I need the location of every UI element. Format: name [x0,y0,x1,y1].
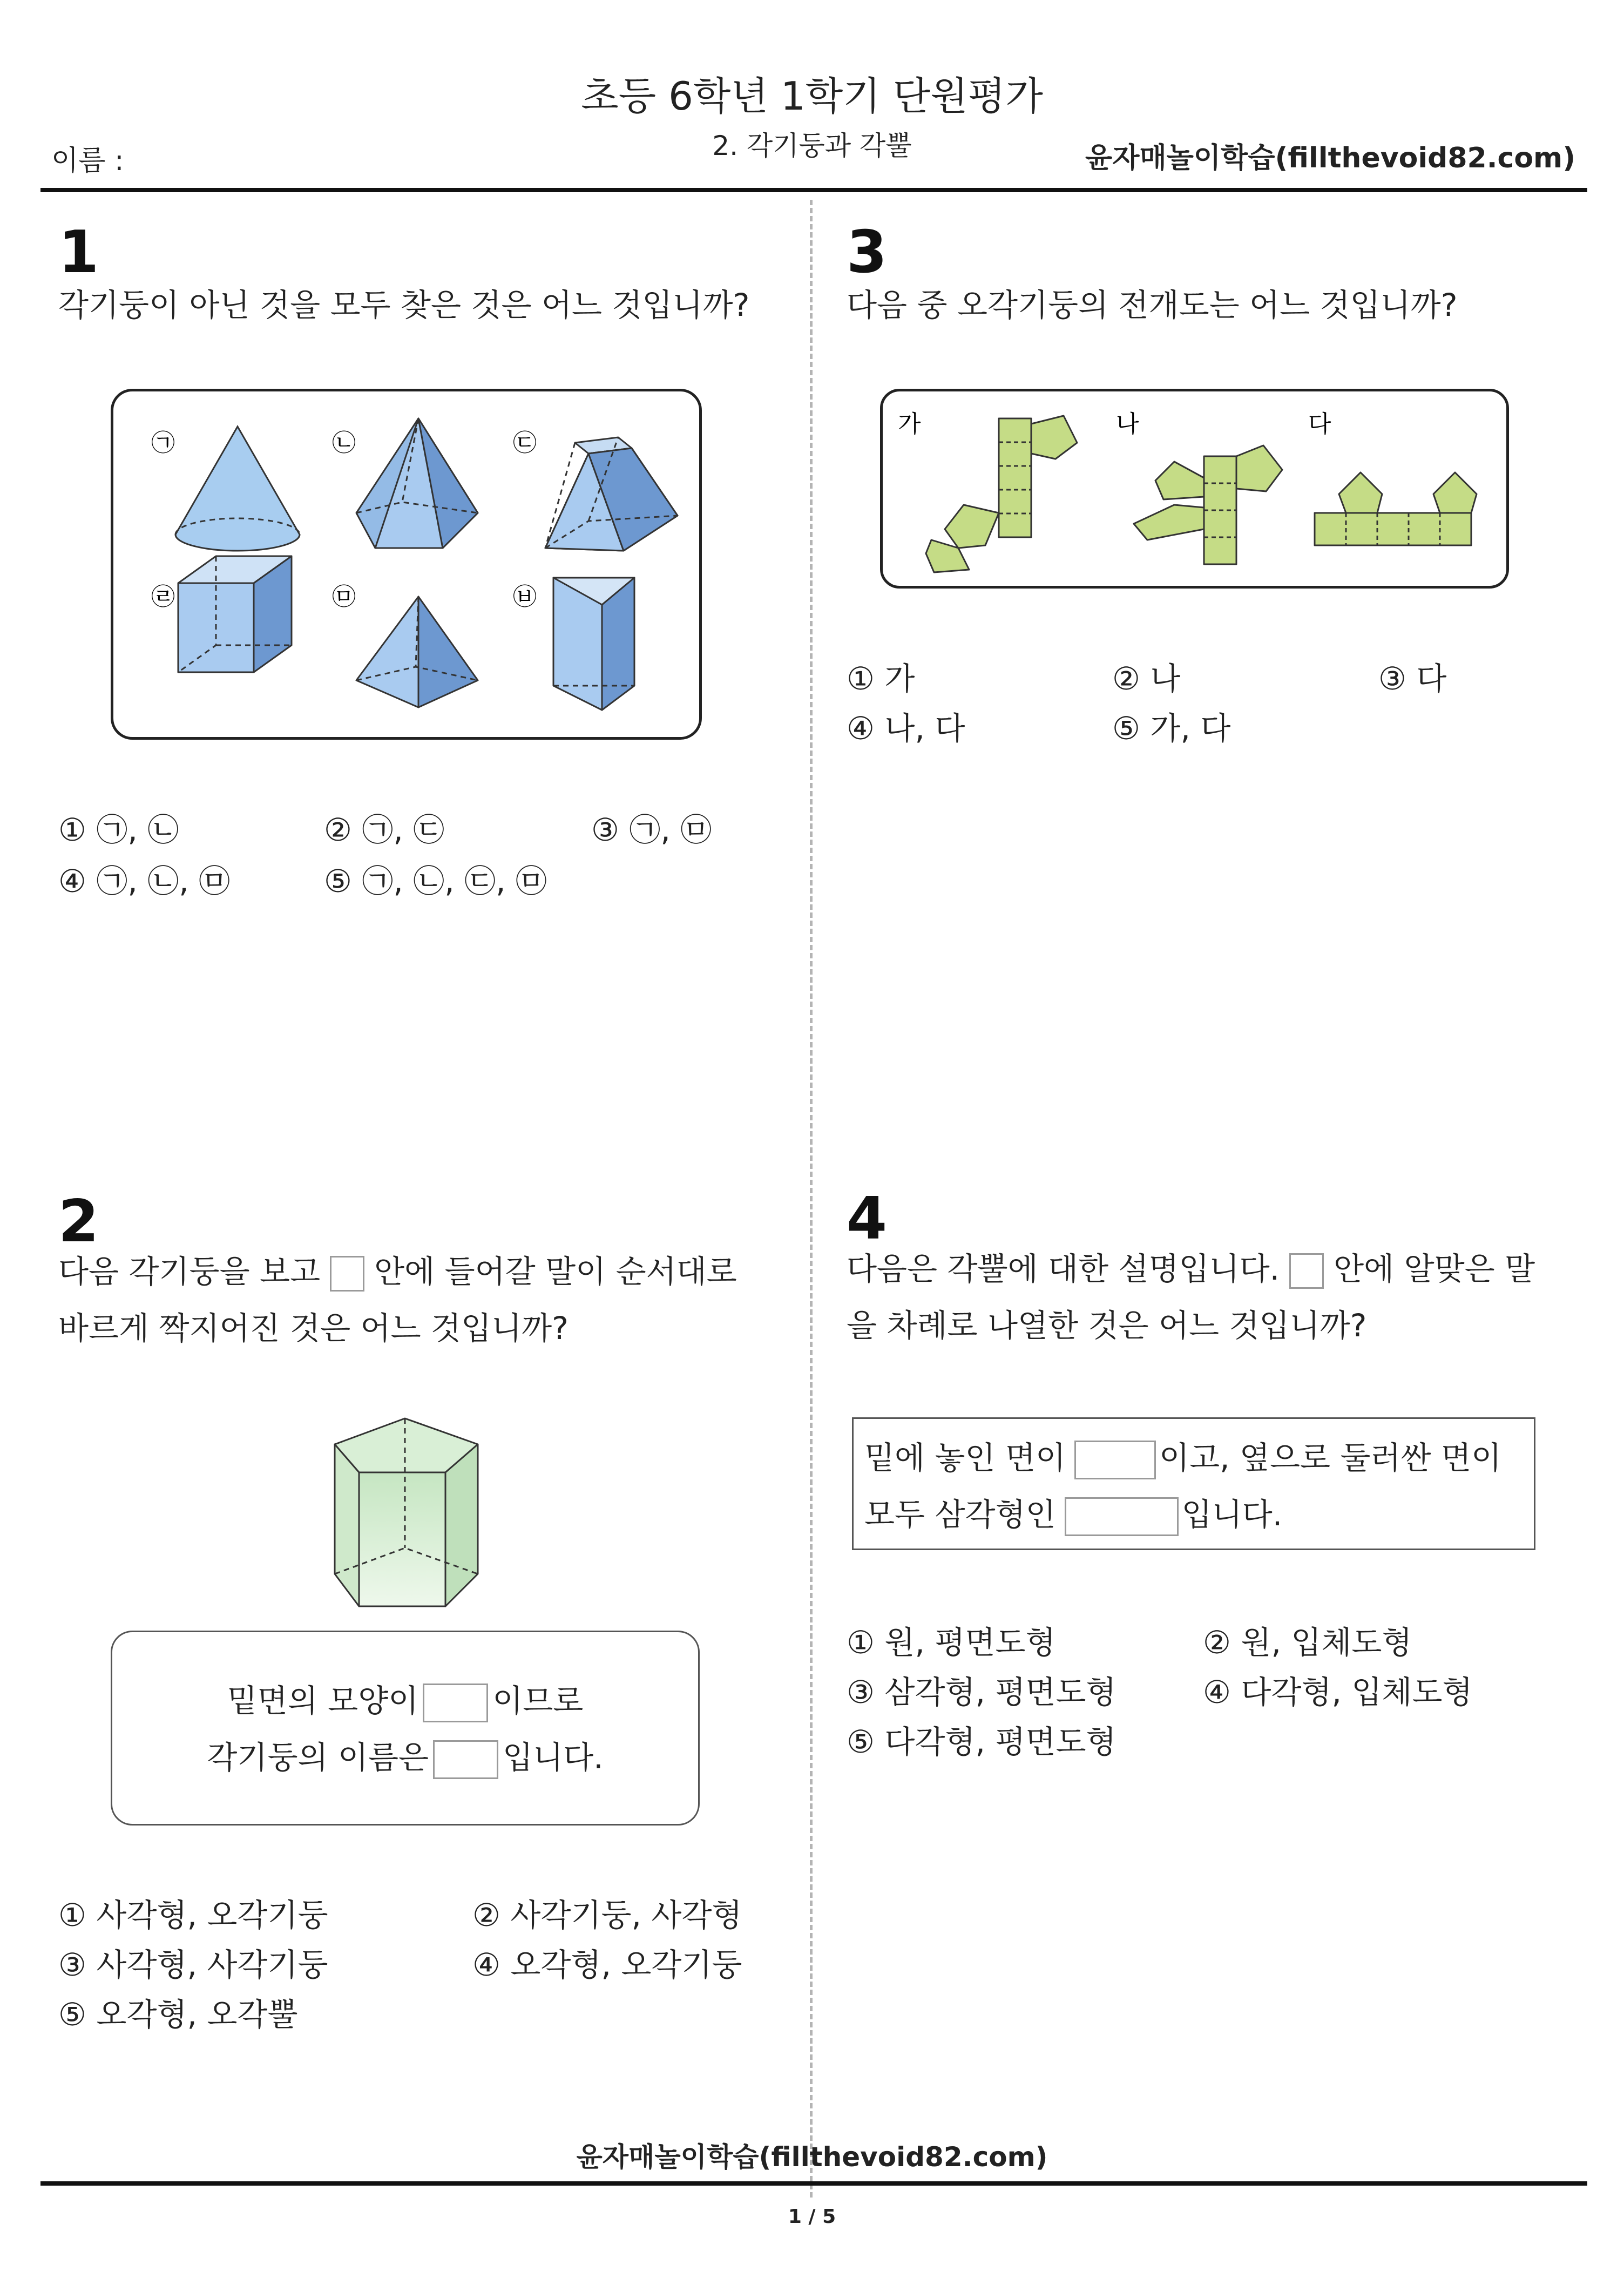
q4-text-after-box: 안에 알맞은 말 [1334,1250,1535,1287]
name-label: 이름 : [51,145,124,177]
page-title: 초등 6학년 1학기 단원평가 [581,73,1043,119]
q4-box-line2-before: 모두 삼각형인 [864,1496,1056,1533]
net-b-icon [1134,445,1282,564]
q3-nets-figure [883,391,1506,586]
q2-text-line2: 바르게 짝지어진 것은 어느 것입니까? [58,1310,569,1347]
q3-choice-4[interactable]: ④ 나, 다 [847,710,965,747]
q2-statement-box [111,1631,700,1826]
q2-choice-1[interactable]: ① 사각형, 오각기둥 [58,1897,328,1933]
cube-icon [178,556,292,672]
q2-number: 2 [58,1188,99,1255]
shape-label-1: ㉠ [151,429,175,457]
frustum-icon [545,437,678,551]
unit-subtitle: 2. 각기둥과 각뿔 [712,130,912,161]
q1-choice-4[interactable]: ④ ㉠, ㉡, ㉤ [58,863,231,900]
pentagonal-pyramid-icon [356,418,478,548]
q4-text-before-box: 다음은 각뿔에 대한 설명입니다. [847,1250,1280,1287]
q1-number: 1 [58,219,99,286]
q2-choice-2[interactable]: ② 사각기둥, 사각형 [472,1897,742,1933]
q2-text-after-box: 안에 들어갈 말이 순서대로 [374,1253,737,1290]
blank-box-icon [330,1256,364,1292]
q3-choice-5[interactable]: ⑤ 가, 다 [1112,710,1231,747]
brand-header: 윤자매놀이학습(fillthevoid82.com) [1085,142,1575,174]
q4-number: 4 [847,1185,888,1253]
q1-choice-1[interactable]: ① ㉠, ㉡ [58,812,179,848]
q3-choice-1[interactable]: ① 가 [847,660,915,697]
q4-statement-box [852,1417,1535,1550]
q4-box-line2 [864,1489,1282,1536]
q4-box-line2-after: 입니다. [1181,1496,1283,1533]
q2-box-line2-before: 각기둥의 이름은 [207,1739,429,1776]
pentagonal-prism-figure [324,1412,486,1614]
q3-number: 3 [847,219,888,286]
q2-box-line2-after: 입니다. [503,1739,604,1776]
q4-blank-2 [1065,1497,1179,1536]
q4-box-line1-after: 이고, 옆으로 둘러싼 면이 [1159,1439,1502,1476]
q4-box-line1 [864,1432,1501,1479]
header-divider [40,188,1587,192]
q4-blank-1 [1074,1441,1156,1479]
q4-choice-4[interactable]: ④ 다각형, 입체도형 [1203,1674,1473,1710]
q1-figure-box [111,389,702,740]
q2-blank-1 [423,1683,488,1722]
triangular-pyramid-icon [356,597,478,707]
q2-choice-3[interactable]: ③ 사각형, 사각기둥 [58,1946,328,1983]
blank-box-icon [1289,1253,1324,1289]
shape-label-3: ㉢ [513,429,537,457]
shape-label-2: ㉡ [332,429,356,457]
q4-text-line2: 을 차례로 나열한 것은 어느 것입니까? [847,1307,1367,1344]
q3-choice-2[interactable]: ② 나 [1112,660,1181,697]
q4-choice-5[interactable]: ⑤ 다각형, 평면도형 [847,1723,1116,1760]
q1-choice-3[interactable]: ③ ㉠, ㉤ [591,812,712,848]
q1-choice-5[interactable]: ⑤ ㉠, ㉡, ㉢, ㉤ [324,863,547,900]
q4-choice-1[interactable]: ① 원, 평면도형 [847,1624,1056,1661]
q4-box-line1-before: 밑에 놓인 면이 [864,1439,1066,1476]
q2-text-before-box: 다음 각기둥을 보고 [58,1253,321,1290]
q2-box-line1 [112,1675,698,1722]
q3-text: 다음 중 오각기둥의 전개도는 어느 것입니까? [847,287,1458,323]
triangular-prism-icon [553,578,634,710]
q2-box-line2 [112,1732,698,1779]
q3-figure-box [880,389,1509,589]
net-label-3: 다 [1308,410,1331,438]
q2-blank-2 [433,1740,498,1779]
q4-choice-2[interactable]: ② 원, 입체도형 [1203,1624,1412,1661]
q4-text-line1 [847,1242,1535,1296]
brand-footer: 윤자매놀이학습(fillthevoid82.com) [576,2141,1048,2173]
q1-choice-2[interactable]: ② ㉠, ㉢ [324,812,445,848]
q1-solids-figure [113,391,699,737]
q2-choice-4[interactable]: ④ 오각형, 오각기둥 [472,1946,742,1983]
net-c-icon [1315,472,1477,545]
footer-divider [40,2181,1587,2186]
shape-label-5: ㉤ [332,583,356,611]
column-divider [810,200,813,2198]
page-number: 1 / 5 [788,2206,836,2228]
net-label-2: 나 [1116,410,1139,438]
q2-box-line1-after: 이므로 [492,1682,584,1719]
shape-label-4: ㉣ [151,583,175,611]
shape-label-6: ㉥ [513,583,537,611]
net-label-1: 가 [898,410,921,438]
net-a-icon [926,416,1077,572]
q3-choice-3[interactable]: ③ 다 [1378,660,1447,697]
q2-text-line1 [58,1245,737,1299]
q2-box-line1-before: 밑면의 모양이 [227,1682,419,1719]
pentagonal-prism-icon [324,1412,486,1612]
q2-choice-5[interactable]: ⑤ 오각형, 오각뿔 [58,1996,298,2033]
cone-icon [175,427,300,551]
q4-choice-3[interactable]: ③ 삼각형, 평면도형 [847,1674,1116,1710]
q1-text: 각기둥이 아닌 것을 모두 찾은 것은 어느 것입니까? [58,287,750,323]
